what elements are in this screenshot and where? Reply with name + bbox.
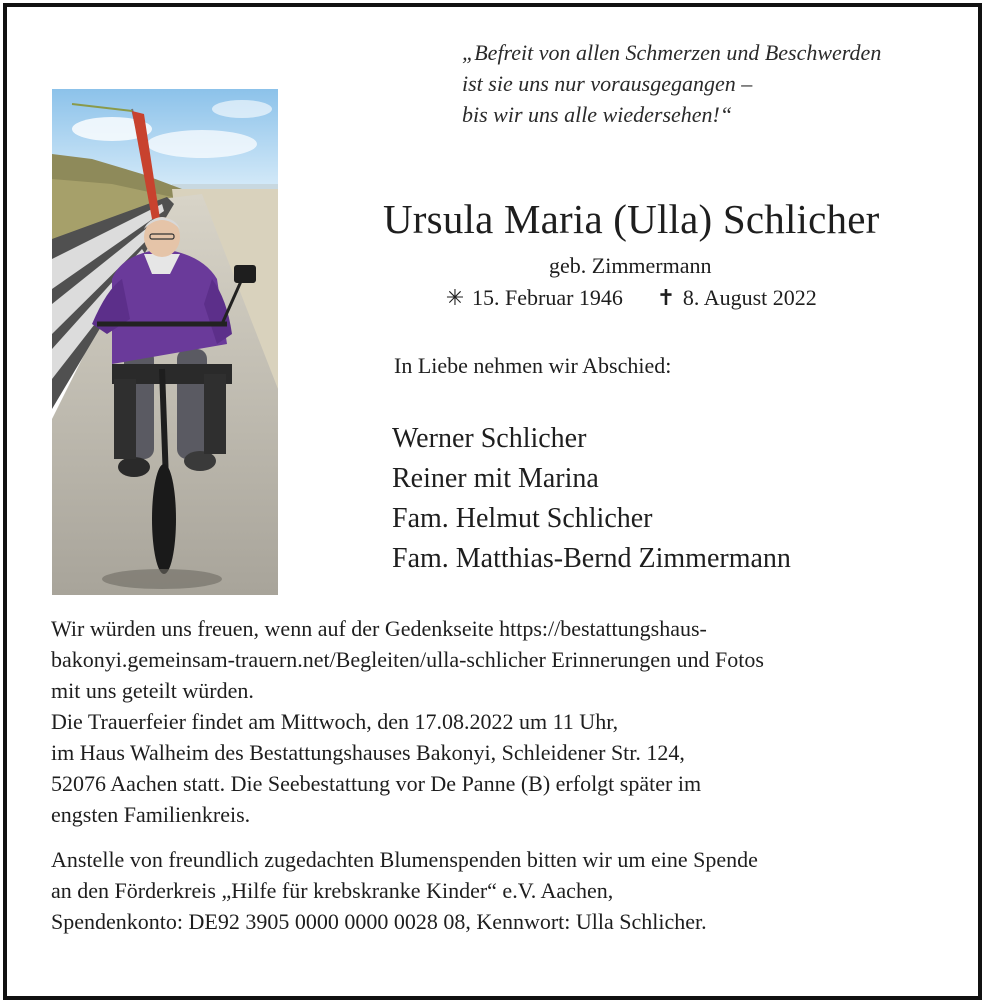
quote bbox=[462, 37, 962, 130]
memorial-line: engsten Familienkreis. bbox=[51, 802, 251, 827]
memorial-line: 52076 Aachen statt. Die Seebestattung vor De Panne (B) erfolgt später im bbox=[51, 771, 702, 796]
birth-star-icon: ✳ bbox=[445, 285, 465, 310]
death-cross-icon: ✝ bbox=[656, 285, 676, 310]
farewell-line: In Liebe nehmen wir Abschied: bbox=[394, 353, 672, 378]
mourner: Fam. Matthias-Bernd Zimmermann bbox=[392, 543, 791, 574]
quote-line: „Befreit von allen Schmerzen und Beschwerden bbox=[462, 40, 882, 65]
death-date: 8. August 2022 bbox=[682, 285, 817, 310]
mourner: Werner Schlicher bbox=[392, 423, 587, 454]
deceased-name: Ursula Maria (Ulla) Schlicher bbox=[383, 196, 880, 242]
mourners-list bbox=[392, 419, 791, 579]
donation-line: an den Förderkreis „Hilfe für krebskranke Kinder“ e.V. Aachen, bbox=[51, 878, 614, 903]
quote-line: bis wir uns alle wiedersehen!“ bbox=[462, 102, 733, 127]
memorial-line: mit uns geteilt würden. bbox=[51, 678, 254, 703]
notice-text bbox=[51, 613, 961, 937]
memorial-line: Wir würden uns freuen, wenn auf der Gedenkseite https://bestattungshaus- bbox=[51, 616, 707, 641]
memorial-line: Die Trauerfeier findet am Mittwoch, den 17.08.2022 um 11 Uhr, bbox=[51, 709, 619, 734]
maiden-name: geb. Zimmermann bbox=[549, 253, 712, 278]
life-dates bbox=[444, 284, 817, 312]
birth-date: 15. Februar 1946 bbox=[472, 285, 623, 310]
donation-line: Spendenkonto: DE92 3905 0000 0000 0028 08, Kennwort: Ulla Schlicher. bbox=[51, 909, 707, 934]
quote-line: ist sie uns nur vorausgegangen – bbox=[462, 71, 753, 96]
mourner: Reiner mit Marina bbox=[392, 463, 599, 494]
donation-line: Anstelle von freundlich zugedachten Blumenspenden bitten wir um eine Spende bbox=[51, 847, 758, 872]
portrait-photo bbox=[52, 89, 278, 595]
mourner: Fam. Helmut Schlicher bbox=[392, 503, 653, 534]
memorial-line: bakonyi.gemeinsam-trauern.net/Begleiten/ulla-schlicher Erinnerungen und Fotos bbox=[51, 647, 764, 672]
memorial-line: im Haus Walheim des Bestattungshauses Bakonyi, Schleidener Str. 124, bbox=[51, 740, 685, 765]
